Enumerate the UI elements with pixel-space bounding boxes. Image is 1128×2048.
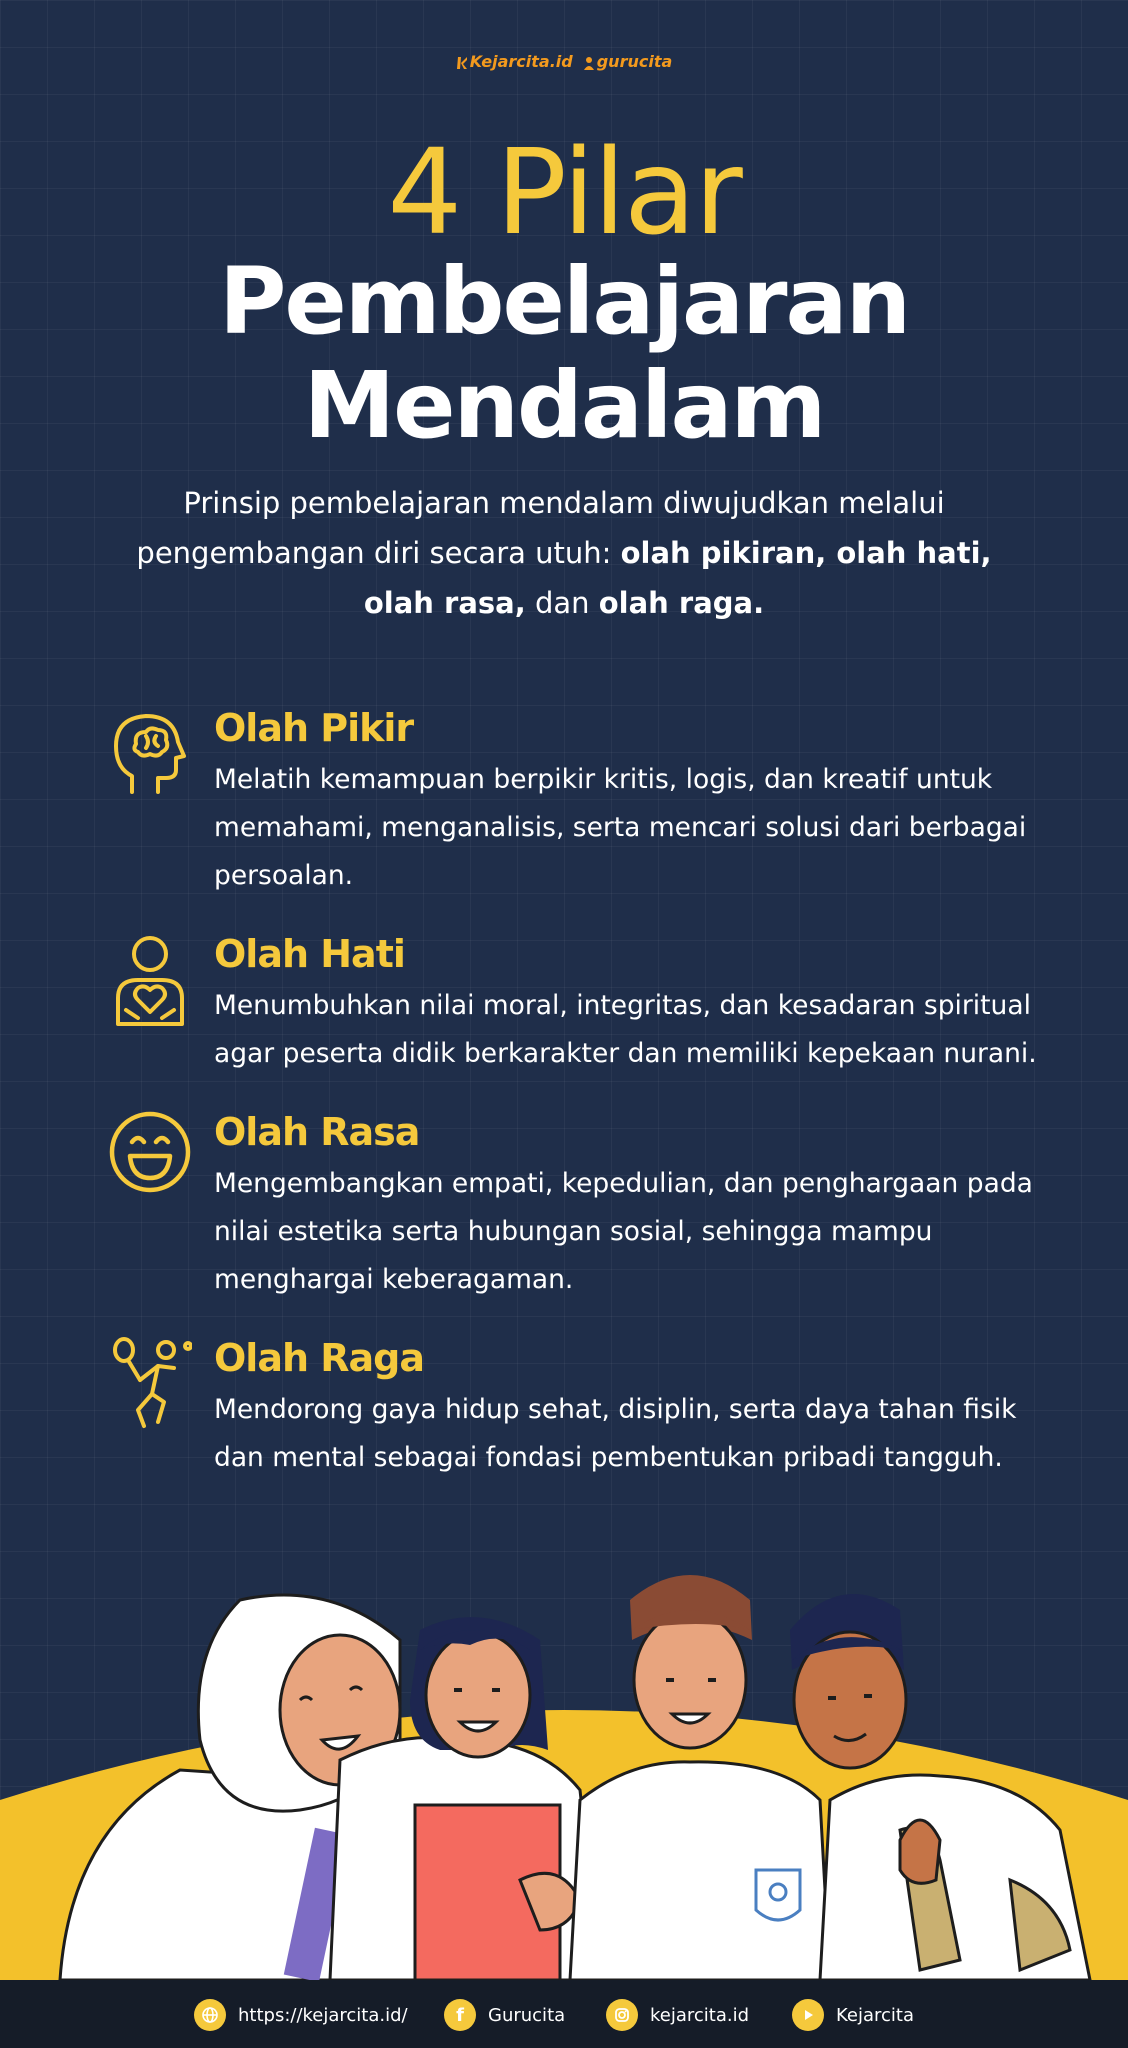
- badminton-player-icon: [108, 1336, 192, 1432]
- website-link[interactable]: https://kejarcita.id/: [238, 2004, 408, 2026]
- youtube-icon: [792, 1999, 824, 2031]
- footer-bar: [0, 1980, 1128, 2048]
- pillar-description: Mengembangkan empati, kepedulian, dan penghargaan pada nilai estetika serta hubungan sosial, sehingga mampu menghargai keberagaman.: [214, 1168, 1033, 1295]
- footer-facebook[interactable]: [444, 1999, 565, 2031]
- gurucita-logo: gurucita: [583, 52, 673, 71]
- pillar-title: Olah Pikir: [214, 706, 414, 750]
- heart-person-icon: [108, 932, 192, 1028]
- gurucita-mark-icon: [583, 55, 595, 71]
- facebook-icon: f: [444, 1999, 476, 2031]
- facebook-link[interactable]: Gurucita: [488, 2004, 566, 2026]
- instagram-link[interactable]: kejarcita.id: [650, 2004, 750, 2026]
- pillar-description: Mendorong gaya hidup sehat, disiplin, serta daya tahan fisik dan mental sebagai fondasi pembentukan pribadi tangguh.: [214, 1394, 1017, 1473]
- intro-line-2: pengembangan diri secara utuh: olah pikiran, olah hati,: [136, 536, 992, 570]
- footer-website[interactable]: [194, 1999, 408, 2031]
- title-line-3: Mendalam: [303, 352, 825, 459]
- youtube-link[interactable]: Kejarcita: [836, 2004, 915, 2026]
- kejarcita-mark-icon: [456, 55, 468, 71]
- brand-logos: [0, 52, 1128, 71]
- kejarcita-logo: Kejarcita.id: [456, 52, 573, 71]
- title-number: 4 Pilar: [387, 123, 741, 261]
- pillar-title: Olah Rasa: [214, 1110, 420, 1154]
- pillar-description: Melatih kemampuan berpikir kritis, logis, dan kreatif untuk memahami, menganalisis, serta mencari solusi dari berbagai persoalan.: [214, 764, 1027, 891]
- pillar-title: Olah Raga: [214, 1336, 425, 1380]
- intro-line-1: Prinsip pembelajaran mendalam diwujudkan melalui: [183, 486, 945, 520]
- pillar-description: Menumbuhkan nilai moral, integritas, dan kesadaran spiritual agar peserta didik berkarakter dan memiliki kepekaan nurani.: [214, 990, 1037, 1069]
- students-illustration: [0, 1500, 1128, 1980]
- footer-instagram[interactable]: [606, 1999, 749, 2031]
- footer-youtube[interactable]: [792, 1999, 914, 2031]
- brain-head-icon: [108, 706, 192, 802]
- title-line-2: Pembelajaran: [218, 248, 910, 355]
- smile-face-icon: [108, 1104, 192, 1200]
- instagram-icon: [606, 1999, 638, 2031]
- intro-line-3: olah rasa, dan olah raga.: [363, 586, 765, 620]
- pillar-title: Olah Hati: [214, 932, 405, 976]
- intro-paragraph: [120, 478, 1008, 628]
- globe-icon: [194, 1999, 226, 2031]
